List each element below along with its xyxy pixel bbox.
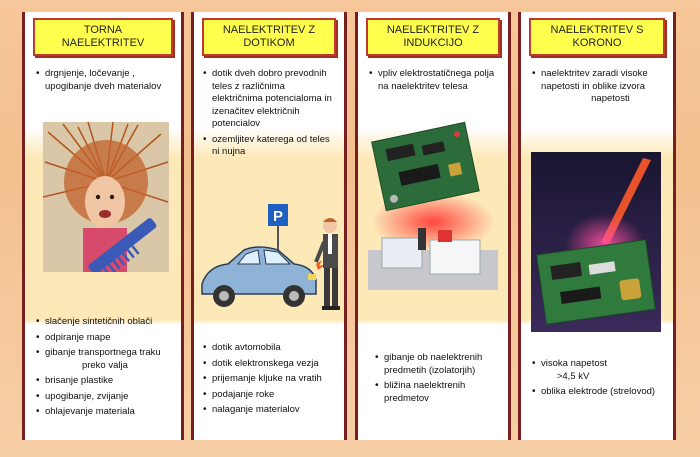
bottom-bullet-list (33, 316, 185, 422)
panel-title: NAELEKTRITEV S KORONO (529, 18, 665, 56)
list-item: • prijemanje kljuke na vratih (212, 373, 352, 386)
panel-title: TORNA NAELEKTRITEV (33, 18, 173, 56)
list-item: • drgnjenje, ločevanje , upogibanje dveh materialov (45, 68, 185, 93)
car-and-man-illustration (198, 202, 344, 322)
list-item: • gibanje transportnega traku preko valja (45, 347, 185, 372)
list-item: • odpiranje mape (45, 332, 185, 345)
girl-static-hair-photo (43, 122, 169, 272)
list-item: • dotik dveh dobro prevodnih teles z različnima električnima potencialoma in izenačitev električnih potencialov (212, 68, 352, 131)
list-item: • dotik avtomobila (212, 342, 352, 355)
bottom-bullet-list (529, 358, 683, 402)
list-item: • gibanje ob naelektrenih predmetih (izolatorjih) (384, 352, 519, 377)
list-item: • naelektritev zaradi visoke napetosti in oblike izvora napetosti (541, 68, 683, 106)
top-bullet-list (529, 68, 683, 109)
panel-title: NAELEKTRITEV Z INDUKCIJO (366, 18, 500, 56)
panel-title: NAELEKTRITEV Z DOTIKOM (202, 18, 336, 56)
list-item: • bližina naelektrenih predmetov (384, 380, 519, 405)
list-item: • slačenje sintetičnih oblači (45, 316, 185, 329)
panel-contact (191, 12, 347, 440)
list-item: • visoka napetost >4,5 kV (541, 358, 683, 383)
list-item: • ozemljitev katerega od teles ni nujna (212, 134, 352, 159)
panel-triboelectric (22, 12, 184, 440)
panel-corona (518, 12, 676, 440)
top-bullet-list (366, 68, 518, 96)
list-item: • oblika elektrode (strelovod) (541, 386, 683, 399)
top-bullet-list (33, 68, 185, 96)
panel-induction (355, 12, 511, 440)
list-item: • vpliv elektrostatičnega polja na naelektritev telesa (378, 68, 518, 93)
bottom-bullet-list (200, 342, 352, 420)
list-item: • upogibanje, zvijanje (45, 391, 185, 404)
corona-discharge-photo (531, 152, 661, 332)
parking-sign-letter: P (272, 208, 284, 225)
circuit-and-parts-photo (368, 112, 498, 292)
list-item: • dotik elektronskega vezja (212, 358, 352, 371)
list-item: • ohlajevanje materiala (45, 406, 185, 419)
list-item: • nalaganje materialov (212, 404, 352, 417)
top-bullet-list (200, 68, 352, 162)
bottom-bullet-list (372, 352, 519, 408)
list-item: • brisanje plastike (45, 375, 185, 388)
list-item: • podajanje roke (212, 389, 352, 402)
